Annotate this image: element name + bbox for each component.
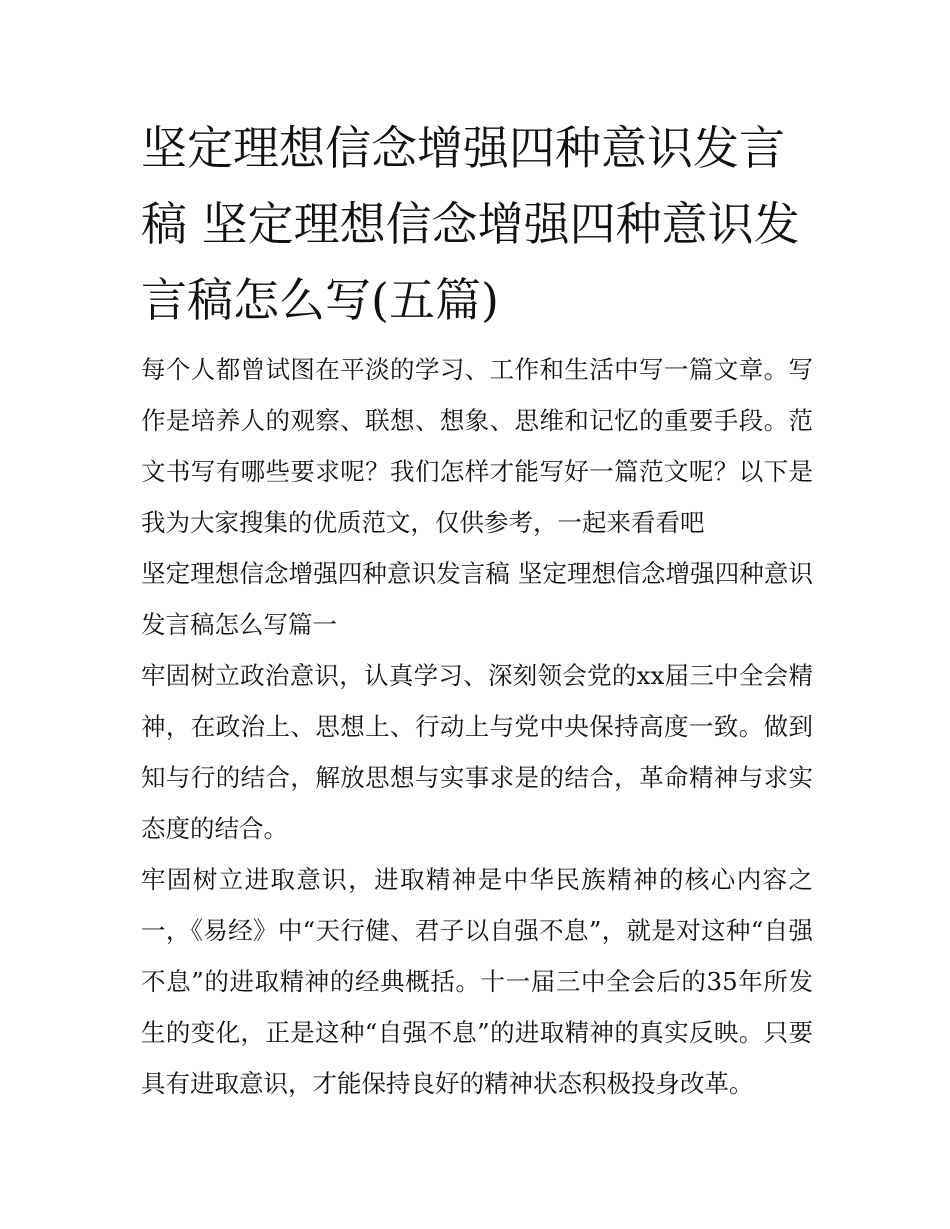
progressive-awareness-paragraph: 牢固树立进取意识，进取精神是中华民族精神的核心内容之一，《易经》中“天行健、君子以自强不息”，就是对这种“自强不息”的进取精神的经典概括。十一届三中全会后的35年所发生的变化，正是这种“自强不息”的进取精神的真实反映。只要具有进取意识，才能保持良好的精神状态积极投身改革。 bbox=[141, 865, 813, 1098]
document-body bbox=[141, 110, 813, 1109]
intro-paragraph: 每个人都曾试图在平淡的学习、工作和生活中写一篇文章。写作是培养人的观察、联想、想象、思维和记忆的重要手段。范文书写有哪些要求呢？我们怎样才能写好一篇范文呢？以下是我为大家搜集的优质范文，仅供参考，一起来看看吧 bbox=[141, 355, 813, 537]
section-heading: 坚定理想信念增强四种意识发言稿 坚定理想信念增强四种意识发言稿怎么写篇一 bbox=[141, 559, 813, 639]
document-title: 坚定理想信念增强四种意识发言稿 坚定理想信念增强四种意识发言稿怎么写(五篇) bbox=[141, 121, 800, 327]
political-awareness-paragraph: 牢固树立政治意识，认真学习、深刻领会党的xx届三中全会精神，在政治上、思想上、行动上与党中央保持高度一致。做到知与行的结合，解放思想与实事求是的结合，革命精神与求实态度的结合。 bbox=[141, 661, 813, 843]
